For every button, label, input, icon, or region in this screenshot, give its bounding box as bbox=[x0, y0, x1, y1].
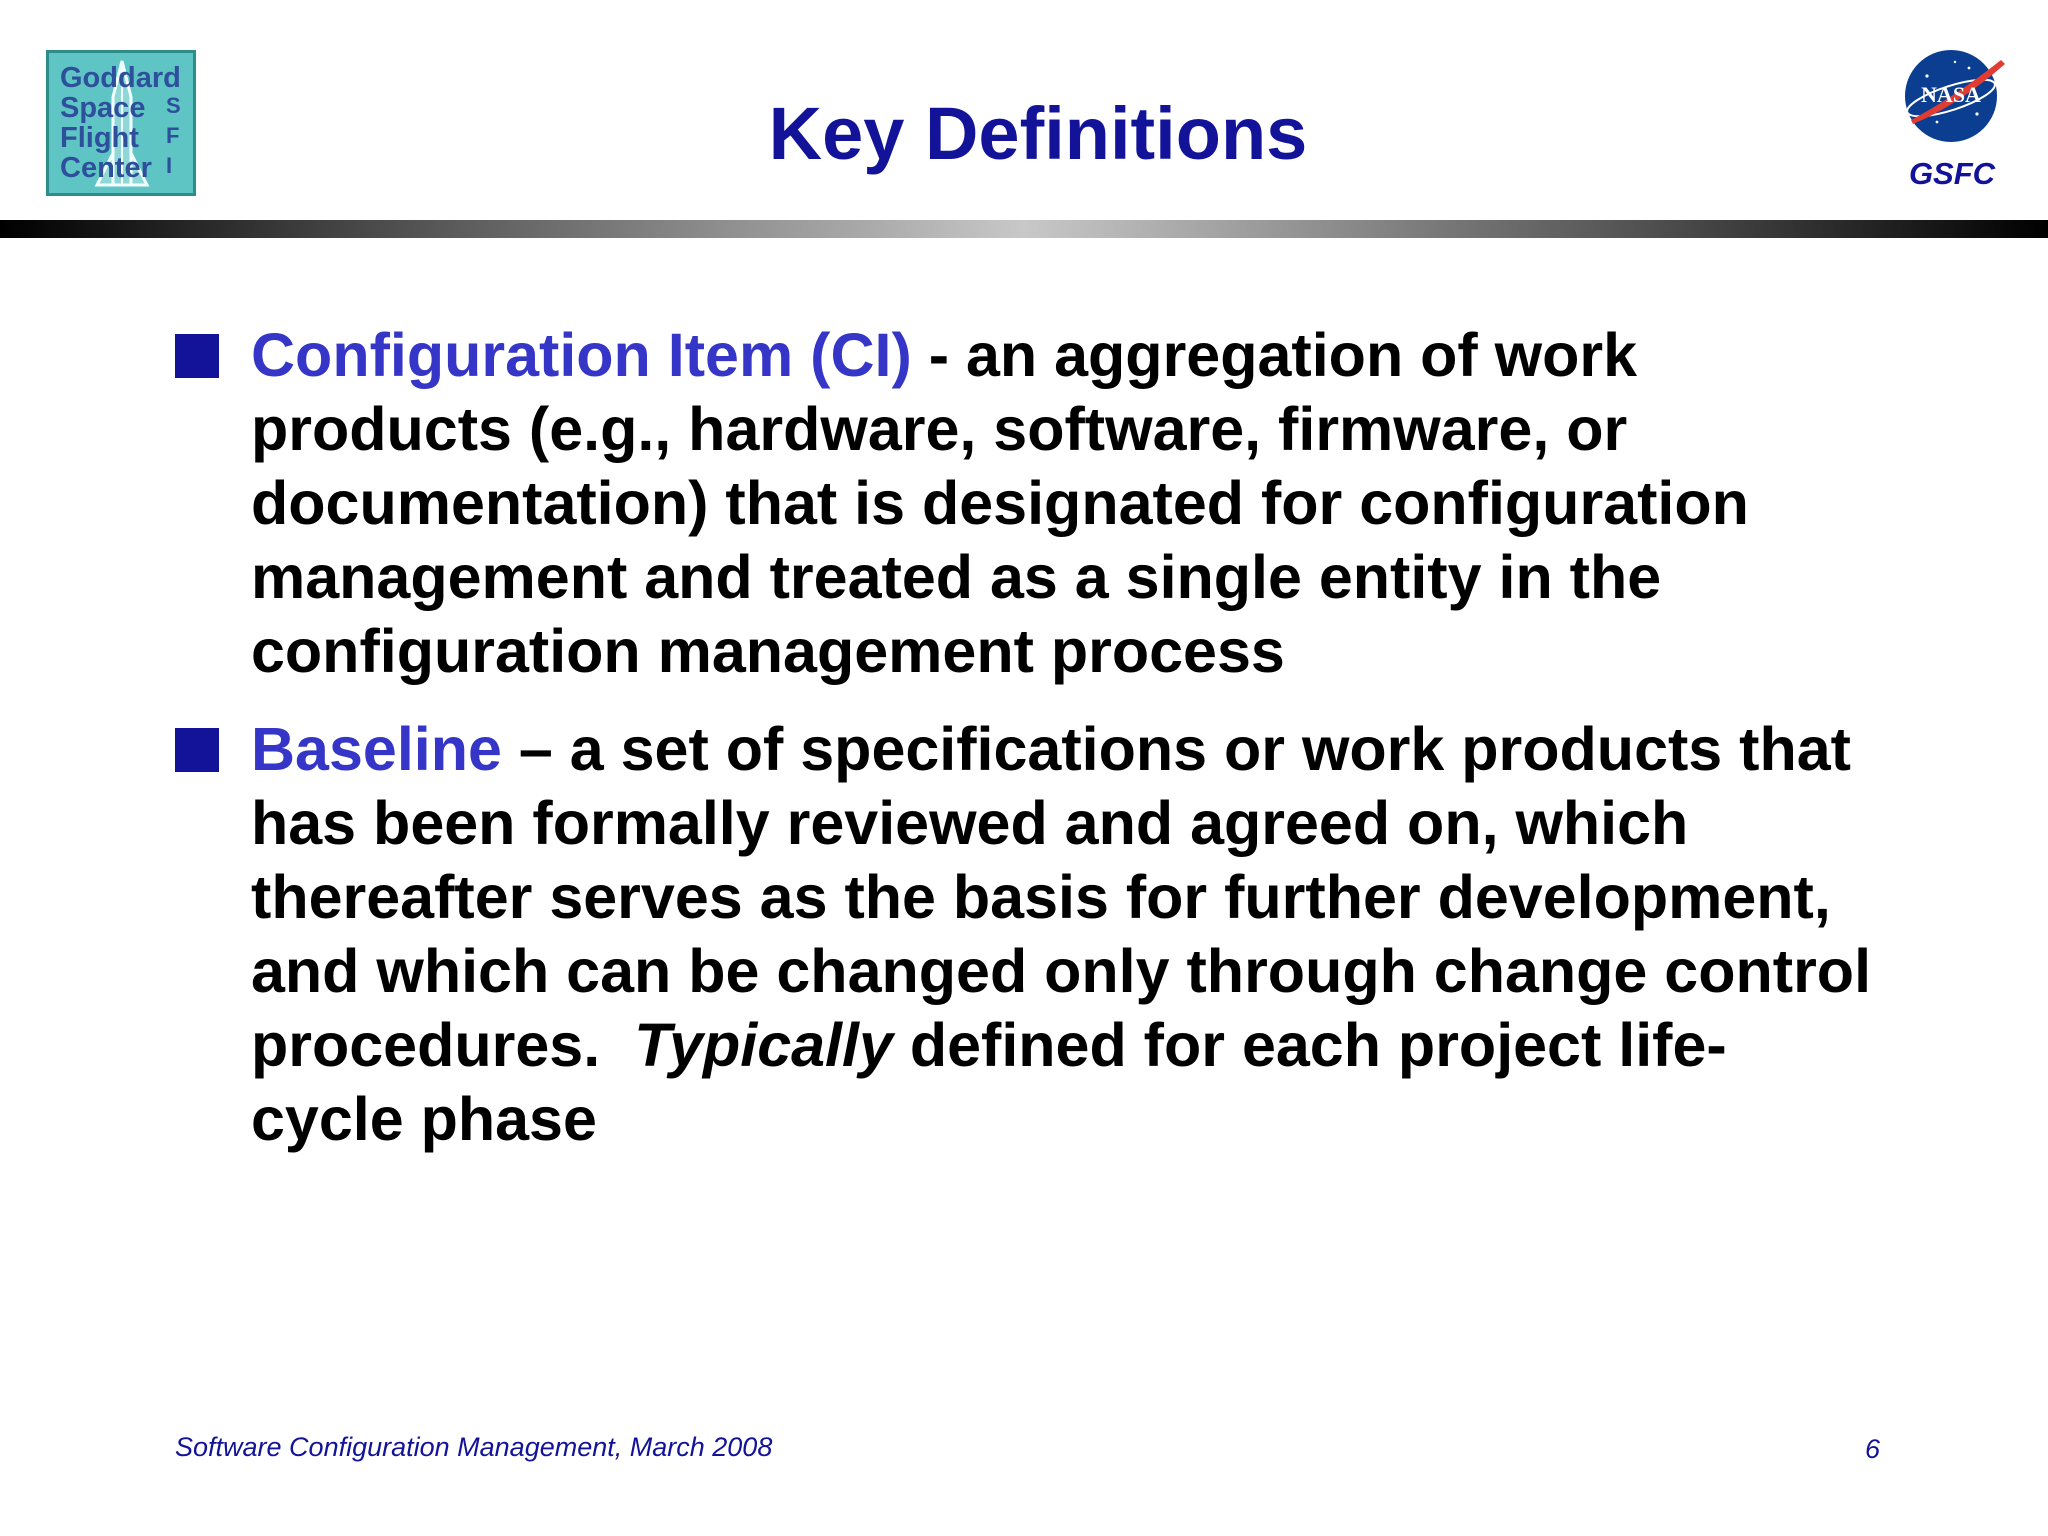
bullet-square-icon bbox=[175, 334, 219, 378]
footer-text: Software Configuration Management, March 2008 bbox=[175, 1432, 773, 1462]
gsfc-label: GSFC bbox=[1908, 156, 1996, 191]
logo-edge-letter: F bbox=[166, 123, 180, 148]
logo-line: Space bbox=[60, 92, 146, 124]
definition-term: Baseline bbox=[251, 715, 502, 783]
definition-text: an aggregation of work products (e.g., hardware, software, firmware, or documentation) that is designated for configuration management and treated as a single entity in the configuration management process bbox=[251, 321, 1749, 685]
definition-item-configuration-item bbox=[175, 318, 1875, 688]
bullet-square-icon bbox=[175, 728, 219, 772]
definition-term: Configuration Item (CI) bbox=[251, 321, 912, 389]
logo-edge-letter: S bbox=[166, 93, 181, 118]
logo-line: Goddard bbox=[60, 62, 181, 94]
page-number: 6 bbox=[1864, 1434, 1880, 1464]
header-divider bbox=[0, 220, 2048, 238]
definition-emphasis: Typically bbox=[634, 1011, 893, 1079]
logo-line: Center bbox=[60, 152, 152, 184]
definition-text-continued: defined for each project life-cycle phase bbox=[251, 1011, 1727, 1153]
definition-separator: – bbox=[501, 715, 570, 783]
nasa-meatball-text: NASA bbox=[1921, 82, 1981, 107]
logo-edge-letter: I bbox=[166, 153, 173, 178]
page-title: Key Definitions bbox=[768, 92, 1308, 175]
definition-separator: - bbox=[911, 321, 966, 389]
definition-text: a set of specifications or work products that has been formally reviewed and agreed on, which thereafter serves as the basis for further development, and which can be changed only through change control procedures. bbox=[251, 715, 1872, 1079]
definition-item-baseline bbox=[175, 712, 1875, 1156]
logo-line: Flight bbox=[60, 122, 139, 154]
definitions-list bbox=[175, 318, 1875, 1180]
nasa-logo-icon bbox=[1897, 40, 2007, 150]
